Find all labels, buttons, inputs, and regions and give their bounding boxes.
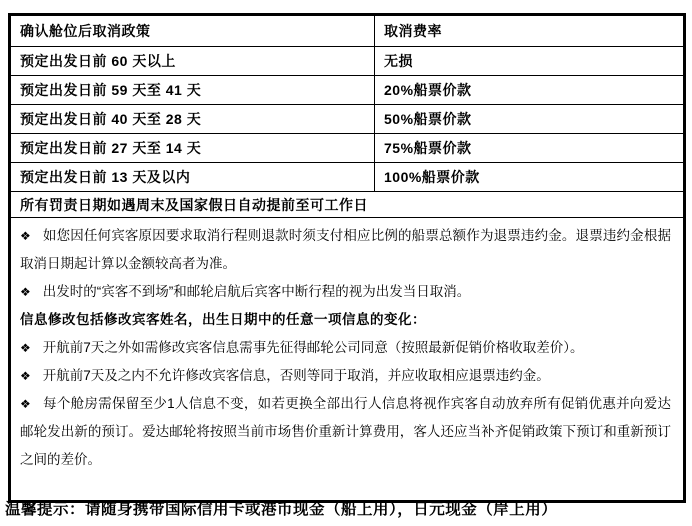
penalty-note-row — [10, 192, 685, 218]
header-fee-column: 取消费率 — [375, 15, 685, 47]
policy-cell: 预定出发日前 27 天至 14 天 — [10, 134, 375, 163]
diamond-bullet-icon: ❖ — [20, 285, 31, 299]
policy-cell: 预定出发日前 13 天及以内 — [10, 163, 375, 192]
policy-cell: 预定出发日前 60 天以上 — [10, 47, 375, 76]
diamond-bullet-icon: ❖ — [20, 397, 31, 411]
fee-cell: 20%船票价款 — [375, 76, 685, 105]
notes-cell — [10, 218, 685, 502]
note-change-before-7days — [20, 334, 671, 362]
table-header-row — [10, 15, 685, 47]
diamond-bullet-icon: ❖ — [20, 341, 31, 355]
header-policy-column: 确认舱位后取消政策 — [10, 15, 375, 47]
fee-cell: 无损 — [375, 47, 685, 76]
table-row — [10, 134, 685, 163]
note-text: 每个舱房需保留至少1人信息不变，如若更换全部出行人信息将视作宾客自动放弃所有促销优惠并向爱达邮轮发出新的预订。爱达邮轮将按照当前市场售价重新计算费用，客人还应当补齐促销政策下预订和重新预订之间的差价。 — [20, 396, 671, 467]
diamond-bullet-icon: ❖ — [20, 369, 31, 383]
note-cabin-name-retention — [20, 390, 671, 474]
notes-row — [10, 218, 685, 502]
table-row — [10, 47, 685, 76]
table-row — [10, 76, 685, 105]
table-row — [10, 163, 685, 192]
fee-cell: 100%船票价款 — [375, 163, 685, 192]
policy-cell: 预定出发日前 40 天至 28 天 — [10, 105, 375, 134]
reminder-tip: 温馨提示：请随身携带国际信用卡或港币现金（船上用），日元现金（岸上用） — [5, 501, 558, 518]
policy-cell: 预定出发日前 59 天至 41 天 — [10, 76, 375, 105]
note-text: 开航前7天之外如需修改宾客信息需事先征得邮轮公司同意（按照最新促销价格收取差价）。 — [42, 340, 584, 355]
note-no-show — [20, 278, 671, 306]
cancellation-policy-table — [8, 13, 686, 503]
penalty-note: 所有罚责日期如遇周末及国家假日自动提前至可工作日 — [10, 192, 685, 218]
note-text: 如您因任何宾客原因要求取消行程则退款时须支付相应比例的船票总额作为退票违约金。退票违约金根据取消日期起计算以金额较高者为准。 — [20, 228, 671, 271]
fee-cell: 50%船票价款 — [375, 105, 685, 134]
note-text: 开航前7天及之内不允许修改宾客信息，否则等同于取消，并应收取相应退票违约金。 — [42, 368, 550, 383]
note-refund-penalty — [20, 222, 671, 278]
table-row — [10, 105, 685, 134]
diamond-bullet-icon: ❖ — [20, 229, 31, 243]
fee-cell: 75%船票价款 — [375, 134, 685, 163]
info-change-heading: 信息修改包括修改宾客姓名，出生日期中的任意一项信息的变化： — [20, 312, 426, 327]
note-change-within-7days — [20, 362, 671, 390]
note-text: 出发时的“宾客不到场”和邮轮启航后宾客中断行程的视为出发当日取消。 — [42, 284, 471, 299]
